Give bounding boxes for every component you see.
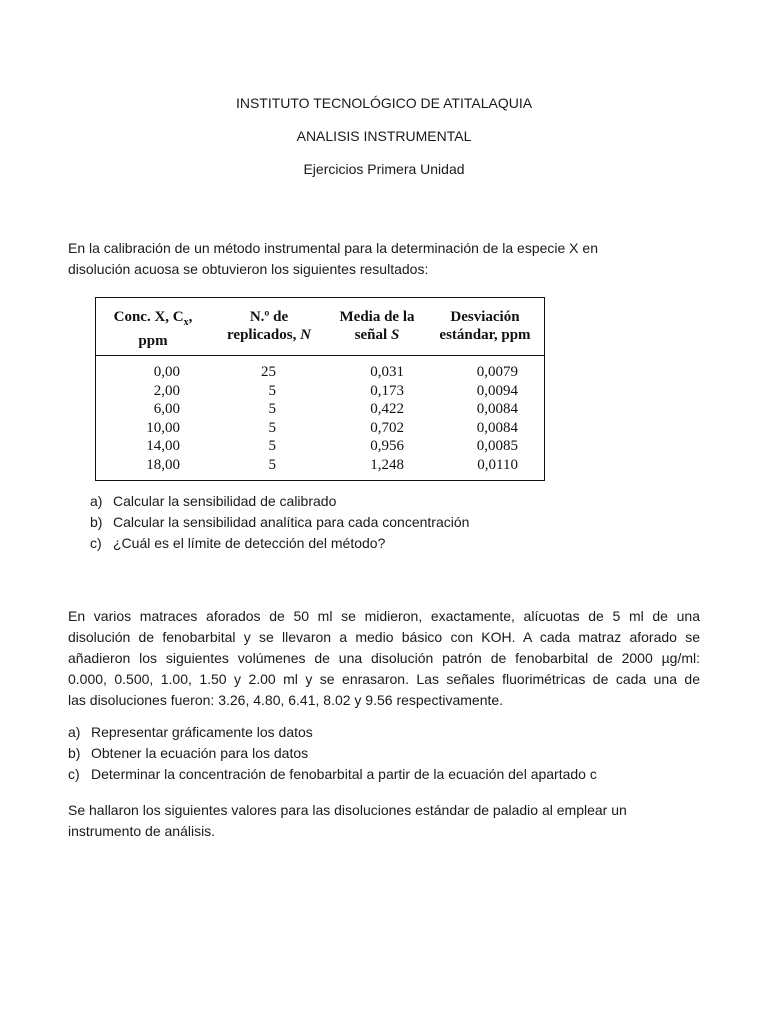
exercise2-statement — [68, 606, 700, 711]
list-item-text: Determinar la concentración de fenobarbital a partir de la ecuación del apartado c — [91, 766, 597, 782]
cell-mean: 0,031 — [370, 364, 404, 380]
course-title: ANALISIS INSTRUMENTAL — [296, 128, 472, 144]
header-std-line2: estándar, ppm — [439, 327, 531, 343]
cell-n: 5 — [268, 401, 276, 417]
unit-subtitle: Ejercicios Primera Unidad — [303, 161, 465, 177]
cell-n: 5 — [268, 438, 276, 454]
header-concentration-text: Conc. X, C — [113, 309, 184, 325]
list-item-text: Calcular la sensibilidad de calibrado — [113, 493, 337, 509]
list-item — [90, 533, 690, 554]
list-item — [68, 743, 668, 764]
list-item-text: Obtener la ecuación para los datos — [91, 745, 309, 761]
cell-mean: 1,248 — [370, 456, 404, 473]
cell-conc: 2,00 — [153, 382, 180, 399]
list-marker: c) — [90, 535, 102, 551]
exercise1-intro-line: disolución acuosa se obtuvieron los siguientes resultados: — [68, 261, 429, 277]
cell-sd: 0,0110 — [477, 456, 518, 473]
list-marker: b) — [68, 745, 81, 761]
cell-sd: 0,0094 — [476, 382, 518, 399]
exercise3-line: Se hallaron los siguientes valores para las disoluciones estándar de paladio al emplear un — [68, 802, 627, 818]
cell-n: 5 — [268, 382, 276, 399]
header-replicates-var: N — [300, 327, 311, 343]
list-marker: c) — [68, 766, 80, 782]
header-std-line1: Desviación — [450, 309, 520, 325]
exercise1-questions — [90, 491, 690, 554]
table-row — [96, 364, 544, 383]
list-item-text: Calcular la sensibilidad analítica para cada concentración — [113, 514, 470, 530]
calibration-table — [95, 297, 545, 481]
header-std-dev — [426, 308, 544, 344]
list-item — [68, 764, 668, 785]
header-signal-mean — [328, 308, 426, 344]
exercise3-statement — [68, 800, 700, 842]
cell-conc: 10,00 — [146, 419, 180, 436]
header-signal-var: S — [390, 327, 400, 343]
cell-n: 25 — [261, 364, 276, 380]
header-signal-line2: señal — [354, 327, 388, 343]
cell-mean: 0,422 — [370, 401, 404, 417]
list-marker: b) — [90, 514, 103, 530]
exercise1-intro-line: En la calibración de un método instrumental para la determinación de la especie X en — [68, 240, 598, 256]
cell-sd: 0,0079 — [476, 364, 518, 380]
exercise2-line: 0.000, 0.500, 1.00, 1.50 y 2.00 ml y se enrasaron. Las señales fluorimétricas de cada una de — [68, 671, 700, 687]
cell-n: 5 — [268, 419, 276, 436]
exercise2-line: disolución de fenobarbital y se llevaron a medio básico con KOH. A cada matraz aforado se — [68, 629, 700, 645]
exercise2-line: las disoluciones fueron: 3.26, 4.80, 6.41, 8.02 y 9.56 respectivamente. — [68, 692, 504, 708]
table-row — [96, 457, 544, 476]
header-concentration — [108, 308, 198, 350]
list-item — [90, 512, 690, 533]
cell-conc: 6,00 — [153, 401, 180, 417]
header-concentration-unit: ppm — [138, 333, 168, 349]
exercise2-line: añadieron los siguientes volúmenes de una disolución patrón de fenobarbital de 2000 µg/ml: — [68, 650, 700, 666]
table-header — [96, 298, 544, 356]
cell-conc: 18,00 — [146, 456, 180, 473]
cell-n: 5 — [268, 456, 276, 473]
header-replicates — [214, 308, 324, 344]
table-body — [96, 364, 544, 475]
header-replicates-line2: replicados, — [227, 327, 297, 343]
table-row — [96, 383, 544, 402]
list-item-text: ¿Cuál es el límite de detección del método? — [113, 535, 386, 551]
institution-title: INSTITUTO TECNOLÓGICO DE ATITALAQUIA — [235, 95, 533, 111]
cell-sd: 0,0085 — [476, 438, 518, 454]
list-marker: a) — [90, 493, 103, 509]
cell-mean: 0,956 — [370, 438, 404, 454]
header-concentration-sub: x — [183, 317, 189, 328]
cell-conc: 0,00 — [153, 364, 180, 380]
exercise1-intro — [68, 238, 700, 280]
list-item — [68, 722, 668, 743]
exercise2-questions — [68, 722, 668, 785]
cell-mean: 0,173 — [370, 382, 404, 399]
table-row — [96, 420, 544, 439]
cell-mean: 0,702 — [370, 419, 404, 436]
header-replicates-line1: N.º de — [249, 309, 289, 325]
exercise2-line: En varios matraces aforados de 50 ml se midieron, exactamente, alícuotas de 5 ml de una — [68, 608, 700, 624]
cell-conc: 14,00 — [146, 438, 180, 454]
table-row — [96, 438, 544, 457]
table-row — [96, 401, 544, 420]
cell-sd: 0,0084 — [476, 401, 518, 417]
header-signal-line1: Media de la — [339, 309, 415, 325]
cell-sd: 0,0084 — [476, 419, 518, 436]
header-concentration-comma: , — [188, 309, 193, 325]
exercise3-line: instrumento de análisis. — [68, 823, 216, 839]
list-item — [90, 491, 690, 512]
list-marker: a) — [68, 724, 81, 740]
list-item-text: Representar gráficamente los datos — [91, 724, 313, 740]
